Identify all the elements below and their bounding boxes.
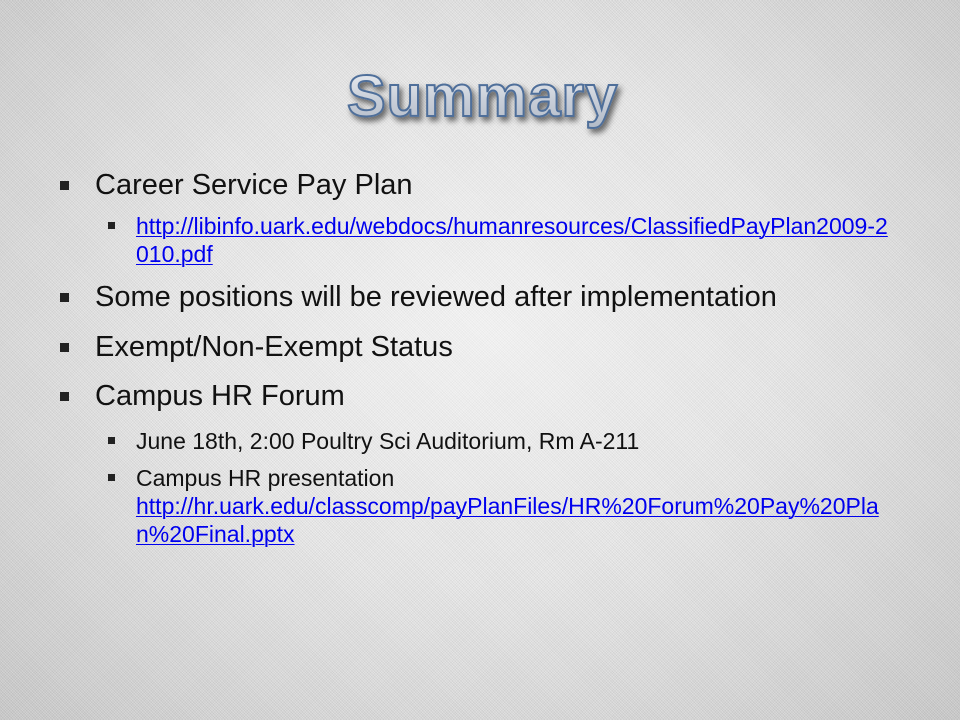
bullet-career-service-pay-plan [60, 168, 900, 202]
square-bullet-icon [60, 181, 69, 190]
pay-plan-pdf-link[interactable]: http://libinfo.uark.edu/webdocs/humanresources/ClassifiedPayPlan2009-2010.pdf [136, 213, 888, 267]
bullet-text: Some positions will be reviewed after implementation [95, 281, 777, 313]
bullet-exempt-status [60, 330, 900, 364]
sub-bullet-text [136, 464, 900, 548]
sub-bullet-pay-plan-link [108, 212, 900, 268]
square-bullet-icon [60, 293, 69, 302]
sub-bullet-forum-date [108, 427, 900, 455]
presentation-label: Campus HR presentation [136, 465, 395, 491]
bullet-text: Exempt/Non-Exempt Status [95, 331, 453, 363]
bullet-text: Career Service Pay Plan [95, 169, 413, 201]
bullet-campus-hr-forum [60, 379, 900, 413]
slide-title: Summary [347, 60, 618, 134]
square-bullet-icon [108, 222, 115, 229]
square-bullet-icon [60, 392, 69, 401]
square-bullet-icon [108, 474, 115, 481]
square-bullet-icon [108, 437, 115, 444]
hr-presentation-link[interactable]: http://hr.uark.edu/classcomp/payPlanFiles/HR%20Forum%20Pay%20Plan%20Final.pptx [136, 493, 879, 547]
sub-bullet-text: June 18th, 2:00 Poultry Sci Auditorium, Rm A-211 [136, 428, 640, 454]
bullet-list [60, 168, 900, 548]
title-container [347, 60, 618, 134]
sub-bullet-hr-presentation [108, 464, 900, 548]
bullet-text: Campus HR Forum [95, 380, 345, 412]
sub-bullet-text [136, 212, 900, 268]
bullet-positions-reviewed [60, 280, 900, 314]
square-bullet-icon [60, 343, 69, 352]
